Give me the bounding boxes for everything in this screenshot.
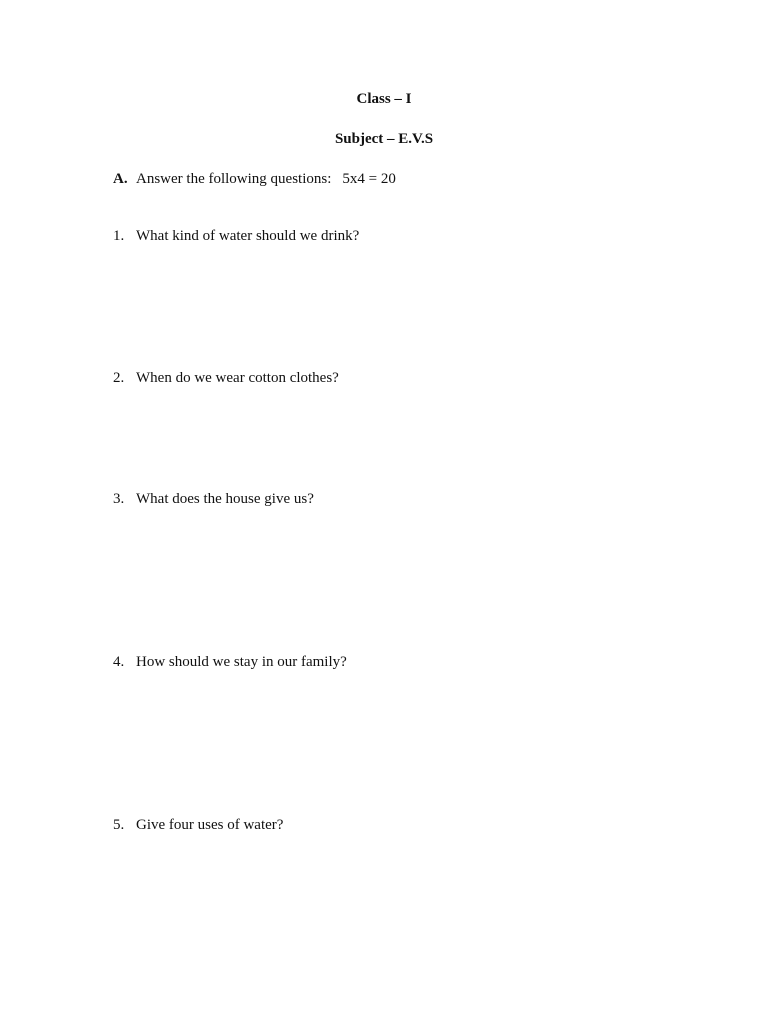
section-marks: 5x4 = 20 — [342, 171, 396, 187]
question-1 — [113, 228, 359, 245]
question-text: What kind of water should we drink? — [136, 228, 360, 244]
question-number: 5. — [113, 817, 125, 833]
section-a-heading — [113, 171, 396, 188]
question-5 — [113, 817, 283, 834]
question-3 — [113, 491, 314, 508]
section-instruction: Answer the following questions: — [136, 171, 332, 187]
question-number: 4. — [113, 654, 125, 670]
question-2 — [113, 370, 339, 387]
question-text: How should we stay in our family? — [136, 654, 347, 670]
question-text: When do we wear cotton clothes? — [136, 370, 339, 386]
question-4 — [113, 654, 347, 671]
question-text: Give four uses of water? — [136, 817, 284, 833]
question-number: 3. — [113, 491, 125, 507]
subject-title: Subject – E.V.S — [334, 131, 434, 147]
question-number: 1. — [113, 228, 125, 244]
class-title: Class – I — [356, 91, 412, 107]
question-number: 2. — [113, 370, 125, 386]
section-letter: A. — [113, 171, 128, 187]
question-text: What does the house give us? — [136, 491, 314, 507]
